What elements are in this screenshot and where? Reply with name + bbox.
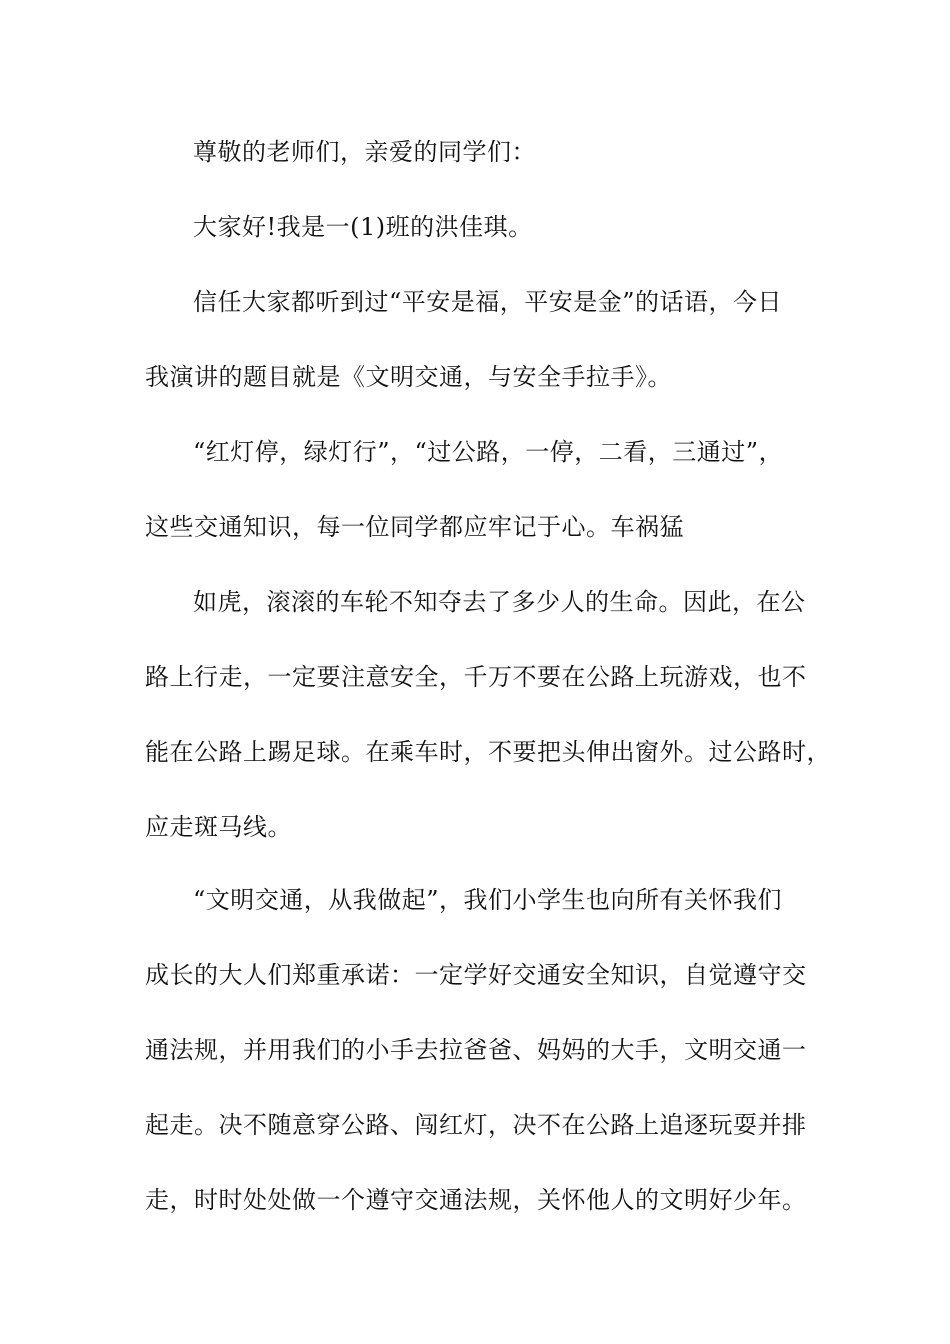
paragraph-line: 起走。决不随意穿公路、闯红灯，决不在公路上追逐玩耍并排: [145, 1111, 807, 1139]
paragraph-line: 如虎，滚滚的车轮不知夺去了多少人的生命。因此，在公: [193, 588, 806, 616]
salutation-line: 尊敬的老师们，亲爱的同学们：: [193, 138, 536, 166]
paragraph-line: 这些交通知识，每一位同学都应牢记于心。车祸猛: [145, 513, 684, 541]
paragraph-line: 我演讲的题目就是《文明交通，与安全手拉手》。: [145, 363, 672, 391]
paragraph-line: “文明交通，从我做起”，我们小学生也向所有关怀我们: [193, 886, 783, 914]
greeting-line: 大家好!我是一(1)班的洪佳琪。: [193, 213, 533, 241]
paragraph-line: 应走斑马线。: [145, 813, 292, 841]
paragraph-line: 能在公路上踢足球。在乘车时，不要把头伸出窗外。过公路时，: [145, 738, 831, 766]
paragraph-line: 成长的大人们郑重承诺：一定学好交通安全知识，自觉遵守交: [145, 961, 807, 989]
paragraph-line: 信任大家都听到过“平安是福，平安是金”的话语，今日: [193, 288, 783, 316]
paragraph-line: 路上行走，一定要注意安全，千万不要在公路上玩游戏，也不: [145, 663, 807, 691]
paragraph-line: 通法规，并用我们的小手去拉爸爸、妈妈的大手，文明交通一: [145, 1036, 807, 1064]
paragraph-line: 走，时时处处做一个遵守交通法规，关怀他人的文明好少年。: [145, 1186, 807, 1214]
paragraph-line: “红灯停，绿灯行”，“过公路，一停，二看，三通过”，: [193, 438, 784, 466]
